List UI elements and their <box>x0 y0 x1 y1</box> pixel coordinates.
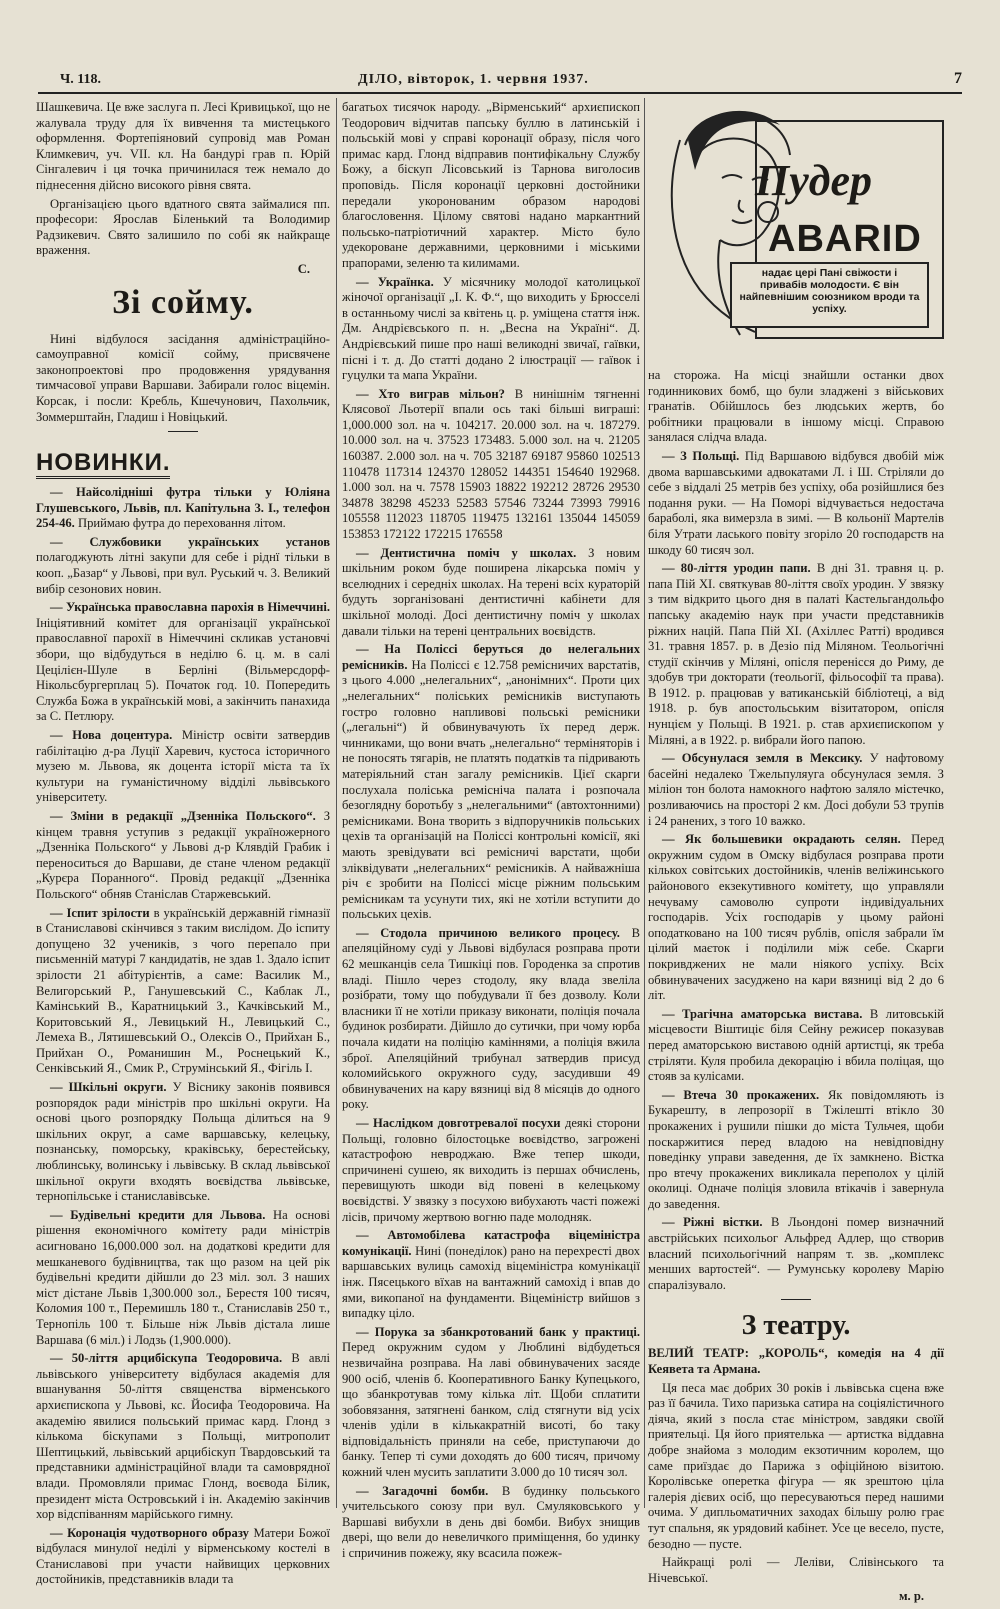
ad-slogan <box>730 262 929 328</box>
news-body: В авлі львівського університету відбулася академія для вшанування 50-ліття священства вірменського архиєпископа у Львові, кс. Йосифа Теодоровича. На академію явилися польський примас кард. Глонд з кількома біскупами з Польщі, митрополит Шептицький, львівський арцибіскуп Твардовський та представники адміністраційної влади та самоврядної влади. Промовляли примас Глонд, воєвода Білик, президент міста Островський і ін. Академію закінчив хор відспіванням марійського гимну. <box>36 1351 331 1522</box>
news-body: У нафтовому басейні недалеко Тжельпуляуга обсунулася земля. З міліон тон болота намокного нафтою заляло містечко, розливаючись на просторі 2 км. Досі добули 53 трупів і 24 ранених, з того 10 важко. <box>648 751 944 828</box>
page-number: 7 <box>954 70 962 87</box>
news-headline: — Обсунулася земля в Мексику. <box>662 751 863 766</box>
ad-brand-title: Пудер <box>755 156 872 205</box>
news-body: З кінцем травня уступив з редакції україножерного „Дзенніка Польского“ у Львові д-р Клявдій Грабик і переноситься до Варшави, де стане членом редакції „Курєра Поранного“. Провід редакції „Дзенніка Польского“ обняв Станіслав Старжевський. <box>36 808 330 901</box>
news-body: На Поліссі є 12.758 ремісничих варстатів, з цього 4.000 „нелегальних“, „анонімних“. Проти цих „нелегальних“ поліських ремісників виступають гостро головно напливові польські ремісники („легальні“) й обвинувачують їх перед держ. чинниками, що вони вчать „нелегально“ терміняторів і не поносять тягарів, не платять податків та підривають матеріяльний стан загалу ремісників. Цієї скарги послухала поліська ремісніча палата і розпочала безоглядну боротьбу з „нелегальними“ (автохтонними) ремісниками. Вона творить з відпоручників польських цехів та організацій на Поліссі контрольні комісії, які мають зревідувати всі ремісничі варстати, щоби зліквідувати „нелегальних“ ремісників. А найважніша річ є зробити на Поліссі місце ріжним польським ремісникам та усунути тих, які не хотіли вступити до польських цехів. <box>342 657 640 922</box>
news-body: Міністр освіти затвердив габілітацію д-ра Луції Харевич, кустоса історичного музею м. Львова, як доцента історії міста та їх культури на гуманістичному відділі львівського університету. <box>36 728 330 805</box>
ad-brand-name: ABARID <box>768 218 922 260</box>
news-body: Матери Божої відбулася минулої неділі у вірменському костелі в Станиславові при участи найвищих церковних достойників, представників влади та <box>36 1525 330 1587</box>
column-1 <box>36 100 330 1591</box>
article-paragraph: Ця песа має добрих 30 років і львівська сцена вже раз її бачила. Тихо паризька сатира на соціялістичного діяча, який з посла стає міністром, завдяки своїй приятельці. Ця його приятелька — артистка віддавна добре знайома з молодим екзотичним королем, що саме приїздає до Парижа з офіційною візитою. Королівське оперетка фігура — як зрештою ціла галерія дієвих осіб, що пересуваються перед нашими очима. У дипльоматичних заходах більшу ролю грає тут спальня, як урядовий кабінет. Усе це весело, пусте, безодно — пусте. <box>648 1380 944 1551</box>
news-body: В дні 31. травня ц. р. папа Пій XI. святкував 80-ліття своїх уродин. У звязку з тим відкрито цього дня в палаті Кастельгандольфо папську академію наук при участи представників ріжних націй. Папа Пій XI. (Ахіллес Ратті) вродився 31. травня 1857. р. в Дезіо під Міляном. Теольогічні студії скінчив у Міляні, опісля перенісся до Риму, де здобув три докторати (теольогії, фільософії та права). В 1912. р. працював у ватиканській бібліотеці, а від 1918. р. був апостольським візитатором, опісля нунцієм у Польщі. В 1921. р. став архиєпископом у Міляні, а в 1922. р. вибрали його папою. <box>648 561 945 747</box>
signature: м. р. <box>898 1589 924 1604</box>
news-body: В апеляційному суді у Львові відбулася розправа проти 62 мешканців села Тишкіці пов. Городенка за спротив владі. Пішло через стодолу, яку влада звеліла розібрати, тому що побудували її без дозволу. Коли власники її не хотіли приказу виконати, поліція почала будинок розбирати. Дійшло до сутички, при чому юрба почала кидати на поліцію каміннями, а поліція вжила зброї. Апеляційний трибунал затвердив присуд коломийського окружного суду, засудивши 49 обвинувачених на кару вязниці від 8 місяців до одного року. <box>342 925 641 1112</box>
intro-paragraph: Шашкевича. Це вже заслуга п. Лесі Кривицької, що не жалувала труду для їх вивчення та мистецького оформлення. Фортепіяновий супровід мав Роман Климкевич, уч. VII. кл. На бандурі грав п. Юрій Сінгалевич і ця точка причинилася теж немало до піднесення дійсно високого рівня свята. <box>36 100 330 192</box>
news-body: Перед окружним судом у Люблині відбудеться незвичайна розправа. На лаві обвинувачених засяде 900 осіб, членів б. Кооперативного Банку Купецького, що збанкротував тому кілька літ. Щоби сплатити зобовязання, затягнені банком, слід стягнути від усіх членів уділи в кількакратній висоті, бо таку відповідальність приняли на себе, приступаючи до банку. Тепер ті суми доходять до 600 тисяч, причому кожний член мусить заплатити 3.000 до 10 тисяч зол. <box>342 1340 640 1480</box>
news-body: В будинку польського учительського союзу при вул. Смуляковського у Варшаві вибухли в день дві бомби. Вибух знищив двері, що вели до невеличкого приміщення, бо удинку і спричинив пожежу, яку всасила пожеж- <box>342 1483 640 1561</box>
news-headline: — Службовики українських установ <box>50 534 330 549</box>
news-body: деякі сторони Польщі, головно білостоцьке воєвідство, загрожені катастрофою невроджаю. Вже тепер шкоди, спричинені сушею, як виходить із першах обчислень, перевищують шкоди від повені в келецькому воєвідстві. У звязку з посухою вибухають часті пожежі лісів, причому жертвою вогню паде молодняк. <box>342 1116 641 1224</box>
news-body: В литовській місцевости Віштиціє біля Сейну режисер показував перед аматорською виставою одній артистці, як треба стріляти. Куля пробила декорацію і вбила поліцая, що стояв за кулісами. <box>648 1006 945 1084</box>
news-headline: — Втеча 30 прокажених. <box>662 1087 820 1102</box>
news-headline: — Автомобілева катастрофа віцеміністра комунікації. <box>342 1228 640 1258</box>
news-body: У місячнику молодої католицької жіночої організації „І. К. Ф.“, що виходить у Брюсселі в останньому числі за квітень ц. р. уміщена стаття інж. Дм. Андрієвського п. н. „Весна на Україні“. Д. Андрієвський пише про наші великодні звичаї, гаївки, пісні і т. д. До статті додано 2 ілюстрації — гаївок і гуцулки та мапа України. <box>342 274 640 383</box>
column-rule <box>336 98 337 1508</box>
news-headline: — На Поліссі беруться до нелегальних ремісників. <box>342 642 640 672</box>
news-headline: — Дентистична поміч у школах. <box>356 545 577 560</box>
news-headline: — Хто виграв мільон? <box>356 386 505 401</box>
article-paragraph: Нині відбулося засідання адміністраційно-самоуправної комісії сойму, присвячене законопроектові про продовження урядування тимчасової управи Варшави. Забирали голос віцемін. Корсак, і посли: Кребль, Кшечунович, Пахольчик, Зоммерштайн, Гладиш і Новіцький. <box>36 331 330 424</box>
column-rule <box>644 98 645 1508</box>
news-body: В Льондоні помер визначний австрійських психольог Альфред Адлер, що створив власний психольогічний напрям т. зв. „комплекс менших вартостей“. — Румунську королеву Марію спаралізувало. <box>648 1215 944 1292</box>
article-paragraph: Найкращі ролі — Леліви, Слівінського та Нічевської. <box>648 1555 944 1585</box>
masthead-date: ДІЛО, вівторок, 1. червня 1937. <box>358 72 589 87</box>
news-headline: — Будівельні кредити для Львова. <box>50 1207 266 1222</box>
news-headline: — Українська православна парохія в Німеччині. <box>50 600 330 615</box>
news-headline: — Українка. <box>356 274 434 289</box>
news-body: Перед окружним судом в Омску відбулася розправа проти кількох совітських достойників, членів веліжинського районового екзекутивного комітету, що управляли нечуваму самоволю супроти індивідуальних господарів. Усіх господарів у цьому районі оподатковано на 100 тисяч рублів, опісля забрали їм цілий маєток і поділили між себе. Скарги покривджених не мали ніякого успіху. Всіх обвинувачених засуджено на кари вязниці від 2 до 6 літ. <box>648 832 944 1003</box>
divider <box>781 1299 811 1300</box>
news-body: На основі рішення економічного комітету ради міністрів асигновано 16,000.000 зол. на додаткові кредити для мешканевого будівництва, так що разом на цей рік будівельні кредити дійшли до 23 міл. зол. З наших міст дістане Львів 1,300.000 зол., Берестя 100 тисяч, Коломия 100 т., Перемишль 180 т., Станиславів 250 т., Тернопіль 100 т. Більше ніж Львів дістала лише Варшава (6 міл.) і Лодзь (1,900.000). <box>36 1207 331 1347</box>
news-body: Ініціятивний комітет для організації української православної парохії в Німеччині скликав установчі збори, що відбудуться в неділю 6. ц. м. в салі Цецілієн-Шуле в Берліні (Вільмерсдорф-Нікольсбургерплац 5). Початок год. 10. Попередить Служба Божа в українській мові, а закінчить панахида за С. Петлюру. <box>36 615 330 724</box>
page-header <box>38 70 962 94</box>
news-headline: — Загадочні бомби. <box>356 1483 489 1498</box>
column-3 <box>648 368 944 1609</box>
article-paragraph: на сторожа. На місці знайшли останки двох годинникових бомб, що були зладжені з військових гранатів. Обійшлось без людських жертв, бо робітники працювали в іншому місці. Справою занялася слідча влада. <box>648 368 944 445</box>
section-heading-news: НОВИНКИ. <box>36 450 170 479</box>
news-headline: — Трагічна аматорська вистава. <box>662 1006 863 1021</box>
news-headline: — Нова доцентура. <box>50 728 173 742</box>
section-heading-theatre: З театру. <box>741 1310 851 1342</box>
news-headline: — Коронація чудотворного образу <box>50 1525 249 1540</box>
news-headline: — З Польщі. <box>662 448 740 463</box>
news-headline: — Зміни в редакції „Дзенніка Польского“. <box>50 808 316 823</box>
divider <box>168 431 198 432</box>
news-headline: — 50-ліття арцибіскупа Теодоровича. <box>50 1351 283 1366</box>
ad-slogan-text: надає цері Пані свіжости і привабів молодости. Є він найпевнішим союзником вроди та успіху. <box>739 267 920 315</box>
news-headline: — Порука за збанкротований банк у практиці. <box>356 1324 640 1339</box>
news-headline: — 80-ліття уродин папи. <box>662 561 811 576</box>
theatre-subheading: ВЕЛИЙ ТЕАТР: „КОРОЛЬ“, комедія на 4 дії Кеявета та Армана. <box>648 1346 944 1377</box>
section-heading-sejm: Зі сойму. <box>112 283 254 321</box>
news-body: полагоджують літні закупи для себе і ріднї тільки в кооп. „Базар“ у Львові, при вул. Руський ч. 3. Великий вибір сезонових новин. <box>36 550 330 596</box>
news-body: В нинішнім тягненні Клясової Льотерії впали ось такі більші виграші: 1,000.000 зол. на ч. 104217. 20.000 зол. на ч. 187279. 10.000 зол. на ч. 37523 173483. 5.000 зол. на ч. 21205 160387. 2.000 зол. на ч. 705 32187 69187 95860 102513 110478 117314 124370 128052 144351 154640 192968. 1.000 зол. на ч. 7578 15903 18822 192212 28726 29530 34878 38298 45233 52583 57546 73244 73993 79916 105558 112023 118705 119475 132161 135044 145059 153853 172122 172215 176558 <box>342 386 640 542</box>
news-body: Приймаю футра до переховання літом. <box>77 516 286 531</box>
news-body: Як повідомляють із Букарешту, в лепрозорії в Тжілешті втікло 30 прокажених і рушили пішки до міста Тульчея, щоби поскаржитися перед владою на невідповідну поведінку управи заведення, де їх замкнено. Вістка про втечу прокажених викликала переполох у цілій околиці. Одначе поліція зловила втікачів і завернула до заведення. <box>648 1087 945 1211</box>
column-2 <box>342 100 640 1565</box>
news-headline: — Іспит зрілости <box>50 905 150 920</box>
news-headline: — Наслідком довготревалої посухи <box>356 1116 561 1130</box>
news-body: З новим шкільним роком буде поширена лікарська поміч у вселюдних і середніх школах. На терені всіх кураторій будуть зорганізовані дентистичні кабінети для шкільної молоді. Досі дентистичну поміч у школах давали тільки на терені центральних воєвідств. <box>342 545 640 638</box>
signature: С. <box>297 261 310 276</box>
news-body: в українській державній гімназії в Станиславові скінчився з таким вислідом. До іспиту допущено 32 учеників, з чого перепало при письменній матурі 7 кандидатів, не здав 1. Здало іспит зрілости 21 абітурієнтів, а саме: Василик М., Велигорський Р., Ганушевський С., Каблак Л., Камінський В., Каратницький З., Качківський М., Коритовський Я., Левицький Н., Левицький С., Лемеха В., Лятишевський О., Олексів О., Прийхан Б., Прийхан О., Романишин М., Роснецький К., Сенківський Я., Смик Р., Струмінський Я., Фігіль І. <box>36 905 330 1076</box>
issue-number: Ч. 118. <box>60 72 102 87</box>
news-body: Під Варшавою відбувся двобій між двома варшавськими адвокатами Л. і Ш. Стріляли до себе з віддалі 25 метрів без успіху, оба розійшлися без подання руки. — На Поморі відчувається недостача бараболі, яка вимерзла в зимі. — В кольонії Мартелів біля Утрати ласького повіту згоріло 20 господарств на шкоду 60 тисяч зол. <box>648 448 944 557</box>
intro-paragraph: Організацією цього вдатного свята займалися пп. професори: Ярослав Біленький та Володимир Радзикевич. Свято залишило по собі як найкраще враження. <box>36 196 330 258</box>
news-headline: — Ріжні вістки. <box>662 1215 763 1230</box>
advertisement-powder <box>660 100 945 350</box>
news-body: Нині (понеділок) рано на перехресті двох варшавських вулиць самохід віцеміністра комунікації інж. Пясецького вїхав на вантажний самохід і впав до ями, викопаної на фундаменти. Віцеміністр вийшов з випадку ціло. <box>342 1243 640 1321</box>
news-body: У Віснику законів появився розпорядок ради міністрів про шкільні округи. На основі цього розпорядку Польща ділиться на 9 шкільних округ, а саме варшавську, келецьку, познанську, поморську, краківську, берестейську, люблинську, волинську і львівську. В склад львівської шкільної округи входять воєвідства львівське, тернопільське і станиславівське. <box>36 1080 330 1204</box>
news-headline: — Як большевики окрадають селян. <box>662 832 901 847</box>
news-headline: — Стодола причиною великого процесу. <box>356 925 620 940</box>
news-headline: — Шкільні округи. <box>50 1080 167 1095</box>
article-paragraph: багатьох тисячок народу. „Вірменський“ архиєпископ Теодорович відчитав папську буллю в латинській і польській мові у справі коронації образу, після чого примас кард. Глонд відправив понтифікальну Службу Божу, а біскуп Лісовський із Тарнова виголосив проповідь. Після коронації церковні достойники передали укоронованим образом народові благословення. Цілому святові надано маркантний польсько-патріотичний характер. Місто було удекороване державними, церковними і міськими прапорами, зеленю та килимами. <box>342 100 640 270</box>
news-headline: — Найсолідніші футра тільки у Юліяна Глушевського, Львів, пл. Капітульна 3. І., телефон 254-46. <box>36 485 330 531</box>
